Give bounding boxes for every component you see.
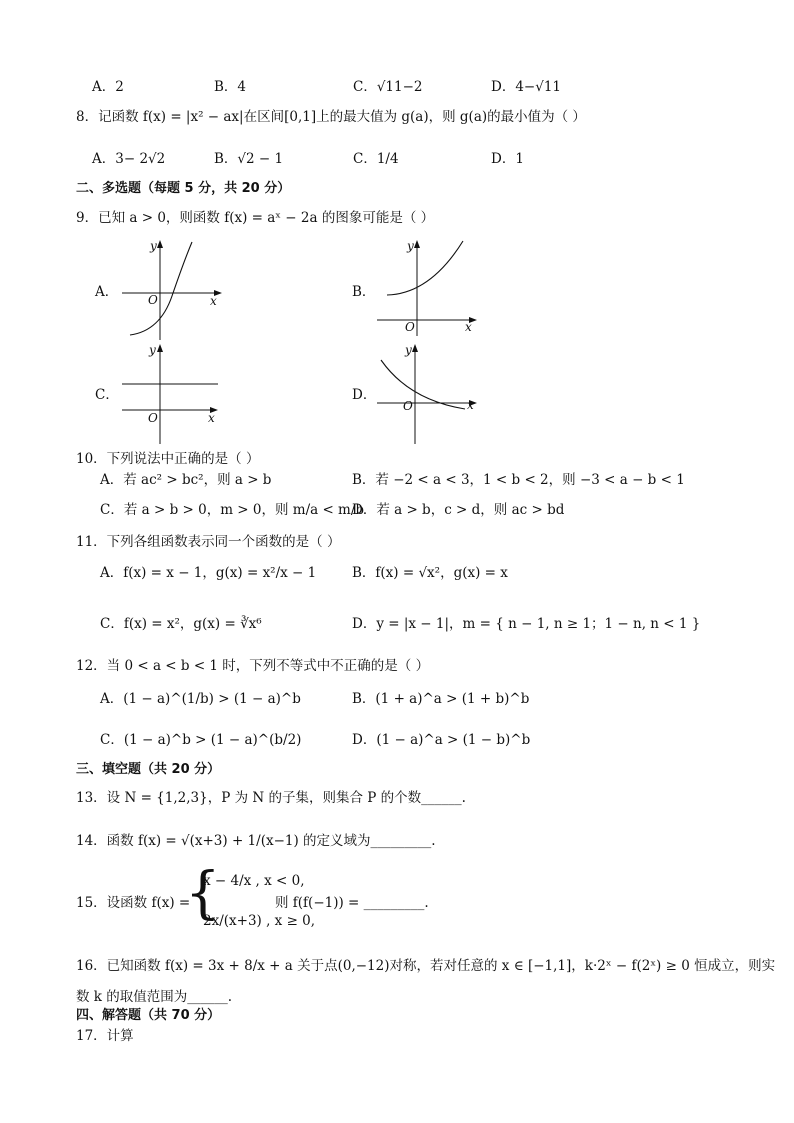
q9-graph-b (375, 238, 485, 338)
q9-b-x-label: x (465, 320, 472, 334)
section-3-heading: 三、填空题（共 20 分） (76, 762, 221, 777)
q13-text: 13．设 N = {1,2,3}，P 为 N 的子集，则集合 P 的个数______. (76, 790, 466, 806)
q9-d-x-label: x (467, 398, 474, 412)
q8-option-a: A．3− 2√2 (92, 151, 166, 167)
q8-stem: 8．记函数 f(x) = |x² − ax|在区间[0,1]上的最大值为 g(a)，则 g(a)的最小值为（ ） (76, 109, 586, 125)
q12-stem: 12．当 0 < a < b < 1 时，下列不等式中不正确的是（ ） (76, 658, 430, 674)
q9-stem: 9．已知 a > 0，则函数 f(x) = aˣ − 2a 的图象可能是（ ） (76, 210, 435, 226)
q8-option-d: D．1 (491, 151, 524, 167)
q11-option-d: D．y = |x − 1|，m = { n − 1, n ≥ 1；1 − n, n < 1 } (352, 616, 701, 632)
section-2-heading: 二、多选题（每题 5 分，共 20 分） (76, 181, 291, 196)
q12-option-c: C．(1 − a)^b > (1 − a)^(b/2) (100, 732, 302, 748)
q11-option-b: B．f(x) = √x²，g(x) = x (352, 565, 508, 581)
q9-b-origin: O (405, 320, 415, 334)
q7-option-d: D．4−√11 (491, 79, 562, 95)
q15-case-1: x − 4/x , x < 0, (203, 873, 305, 889)
q9-option-d-label: D． (352, 387, 377, 403)
q17-text: 17．计算 (76, 1028, 134, 1044)
q9-c-x-label: x (208, 411, 215, 425)
q12-option-b: B．(1 + a)^a > (1 + b)^b (352, 691, 530, 707)
q12-option-a: A．(1 − a)^(1/b) > (1 − a)^b (100, 691, 301, 707)
q9-d-origin: O (403, 399, 413, 413)
q11-option-a: A．f(x) = x − 1，g(x) = x²/x − 1 (100, 565, 317, 581)
section-4-heading: 四、解答题（共 70 分） (76, 1008, 221, 1023)
q8-option-b: B．√2 − 1 (214, 151, 284, 167)
q9-option-b-label: B． (352, 284, 376, 300)
q15-brace: { (185, 861, 221, 926)
q10-option-d: D．若 a > b，c > d，则 ac > bd (352, 502, 565, 518)
q15-suffix: 则 f(f(−1)) = _________. (275, 895, 429, 911)
q9-a-y-label: y (150, 239, 157, 253)
q7-option-b: B．4 (214, 79, 247, 95)
q10-option-c: C．若 a > b > 0，m > 0，则 m/a < m/b (100, 502, 365, 518)
q9-option-a-label: A． (95, 284, 119, 300)
q9-graph-d (375, 342, 485, 447)
q7-option-a: A．2 (92, 79, 124, 95)
q9-d-y-label: y (405, 343, 412, 357)
q9-c-y-label: y (149, 343, 156, 357)
q16-line-1: 16．已知函数 f(x) = 3x + 8/x + a 关于点(0,−12)对称，若对任意的 x ∈ [−1,1]，k·2ˣ − f(2ˣ) ≥ 0 恒成立，则实 (76, 958, 776, 974)
q9-graph-a (120, 238, 230, 343)
q10-stem: 10．下列说法中正确的是（ ） (76, 451, 260, 467)
q10-option-a: A．若 ac² > bc²，则 a > b (100, 472, 272, 488)
q9-a-x-label: x (210, 294, 217, 308)
q10-option-b: B．若 −2 < a < 3，1 < b < 2，则 −3 < a − b < 1 (352, 472, 685, 488)
q15-case-2: 2x/(x+3) , x ≥ 0, (203, 913, 316, 929)
q15-prefix: 15．设函数 f(x) = (76, 895, 191, 911)
q9-graph-c (120, 342, 230, 447)
q8-option-c: C．1/4 (353, 151, 399, 167)
q14-text: 14．函数 f(x) = √(x+3) + 1/(x−1) 的定义域为_________. (76, 833, 436, 849)
q9-b-y-label: y (407, 239, 414, 253)
q9-c-origin: O (148, 411, 158, 425)
q11-option-c: C．f(x) = x²，g(x) = ∛x⁶ (100, 616, 262, 632)
q7-option-c: C．√11−2 (353, 79, 423, 95)
q11-stem: 11．下列各组函数表示同一个函数的是（ ） (76, 534, 341, 550)
q9-option-c-label: C． (95, 387, 119, 403)
q9-a-origin: O (148, 293, 158, 307)
q16-line-2: 数 k 的取值范围为______. (76, 989, 233, 1005)
q12-option-d: D．(1 − a)^a > (1 − b)^b (352, 732, 531, 748)
